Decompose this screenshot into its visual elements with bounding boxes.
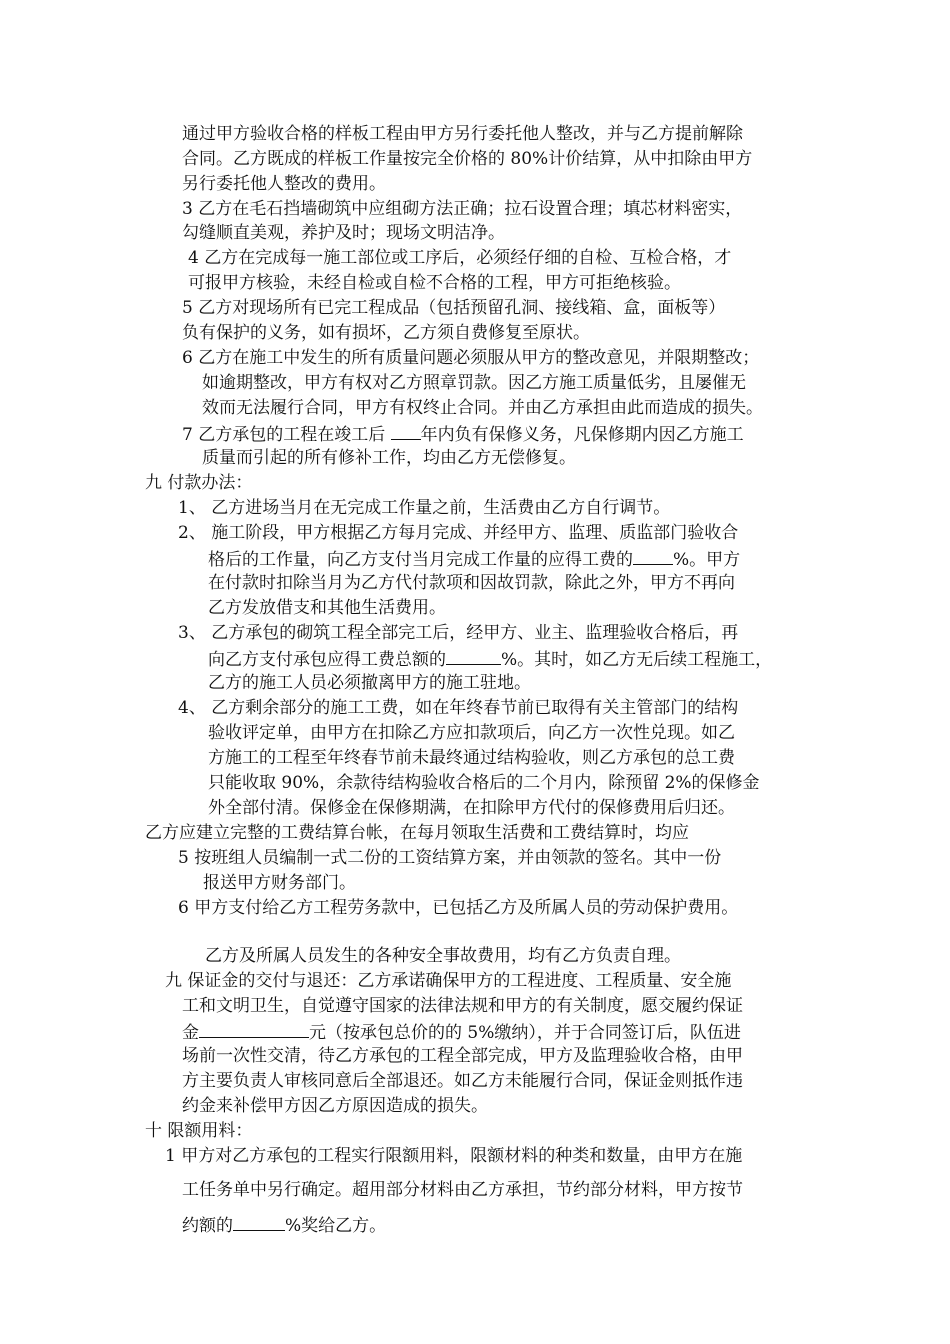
text-line: 3 乙方在毛石挡墙砌筑中应组砌方法正确；拉石设置合理；填芯材料密实， — [182, 199, 743, 219]
blank-underline — [199, 1020, 309, 1038]
text-line: 可报甲方核验，未经自检或自检不合格的工程，甲方可拒绝核验。 — [188, 273, 681, 293]
text-line: 勾缝顺直美观，养护及时；现场文明洁净。 — [182, 223, 505, 243]
text-line: 验收评定单，由甲方在扣除乙方应扣款项后，向乙方一次性兑现。如乙 — [208, 723, 735, 743]
text-line: 1 甲方对乙方承包的工程实行限额用料，限额材料的种类和数量，由甲方在施 — [165, 1146, 743, 1166]
blank-underline — [233, 1213, 285, 1231]
text-line: 方主要负责人审核同意后全部退还。如乙方未能履行合同，保证金则抵作违 — [182, 1071, 743, 1091]
text-line: 只能收取 90%，余款待结构验收合格后的二个月内，除预留 2%的保修金 — [208, 773, 760, 793]
text-line: 另行委托他人整改的费用。 — [182, 174, 386, 194]
text-line: 工和文明卫生，自觉遵守国家的法律法规和甲方的有关制度，愿交履约保证 — [182, 996, 743, 1016]
text-line: 乙方的施工人员必须撤离甲方的施工驻地。 — [208, 673, 531, 693]
text-line: 合同。乙方既成的样板工作量按完全价格的 80%计价结算，从中扣除由甲方 — [182, 149, 753, 169]
text-line: 约金来补偿甲方因乙方原因造成的损失。 — [182, 1096, 488, 1116]
text-line — [208, 647, 772, 671]
text-line: 4 乙方在完成每一施工部位或工序后，必须经仔细的自检、互检合格，才 — [188, 248, 732, 268]
text-line: 乙方及所属人员发生的各种安全事故费用，均有乙方负责自理。 — [205, 946, 681, 966]
text-fragment: %。其时，如乙方无后续工程施工， — [501, 650, 773, 670]
text-fragment: 年内负有保修义务，凡保修期内因乙方施工 — [420, 425, 744, 445]
text-line: 效而无法履行合同，甲方有权终止合同。并由乙方承担由此而造成的损失。 — [202, 398, 763, 418]
text-line: 如逾期整改，甲方有权对乙方照章罚款。因乙方施工质量低劣，且屡催无 — [202, 373, 746, 393]
text-line: 5 乙方对现场所有已完工程成品（包括预留孔洞、接线箱、盒，面板等） — [182, 298, 726, 318]
text-line — [182, 1213, 386, 1237]
text-fragment: %。甲方 — [673, 550, 741, 570]
text-line: 乙方发放借支和其他生活费用。 — [208, 598, 446, 618]
blank-underline — [391, 422, 421, 440]
text-line: 九 保证金的交付与退还：乙方承诺确保甲方的工程进度、工程质量、安全施 — [165, 971, 732, 991]
text-line — [182, 1020, 741, 1044]
text-fragment: 元（按承包总价的的 5%缴纳），并于合同签订后，队伍进 — [309, 1023, 741, 1043]
text-line: 3、 乙方承包的砌筑工程全部完工后，经甲方、业主、监理验收合格后，再 — [178, 623, 739, 643]
text-line: 场前一次性交清，待乙方承包的工程全部完成，甲方及监理验收合格，由甲 — [182, 1046, 743, 1066]
text-line: 外全部付清。保修金在保修期满，在扣除甲方代付的保修费用后归还。 — [208, 798, 735, 818]
text-line: 4、 乙方剩余部分的施工工费，如在年终春节前已取得有关主管部门的结构 — [178, 698, 739, 718]
text-fragment: 金 — [182, 1023, 199, 1043]
blank-underline — [633, 547, 673, 565]
text-line: 乙方应建立完整的工费结算台帐，在每月领取生活费和工费结算时，均应 — [145, 823, 689, 843]
text-line: 报送甲方财务部门。 — [203, 873, 356, 893]
text-line: 负有保护的义务，如有损坏，乙方须自费修复至原状。 — [182, 323, 590, 343]
text-line: 6 甲方支付给乙方工程劳务款中，已包括乙方及所属人员的劳动保护费用。 — [178, 898, 739, 918]
text-line — [182, 422, 744, 446]
text-fragment: 7 乙方承包的工程在竣工后 — [182, 425, 391, 445]
text-line: 通过甲方验收合格的样板工程由甲方另行委托他人整改，并与乙方提前解除 — [182, 124, 743, 144]
text-line: 5 按班组人员编制一式二份的工资结算方案，并由领款的签名。其中一份 — [178, 848, 722, 868]
text-line: 2、 施工阶段，甲方根据乙方每月完成、并经甲方、监理、质监部门验收合 — [178, 523, 739, 543]
text-line: 6 乙方在施工中发生的所有质量问题必须服从甲方的整改意见，并限期整改； — [182, 348, 760, 368]
section-heading: 九 付款办法： — [145, 473, 253, 493]
section-heading: 十 限额用料： — [145, 1121, 253, 1141]
text-line: 质量而引起的所有修补工作，均由乙方无偿修复。 — [202, 448, 576, 468]
text-fragment: 向乙方支付承包应得工费总额的 — [208, 650, 446, 670]
text-fragment: %奖给乙方。 — [285, 1216, 387, 1236]
text-line: 在付款时扣除当月为乙方代付款项和因故罚款，除此之外，甲方不再向 — [208, 573, 735, 593]
text-line: 方施工的工程至年终春节前未最终通过结构验收，则乙方承包的总工费 — [208, 748, 735, 768]
text-fragment: 约额的 — [182, 1216, 233, 1236]
text-fragment: 格后的工作量，向乙方支付当月完成工作量的应得工费的 — [208, 550, 633, 570]
text-line — [208, 547, 740, 571]
blank-underline — [446, 647, 501, 665]
text-line: 工任务单中另行确定。超用部分材料由乙方承担，节约部分材料，甲方按节 — [182, 1180, 743, 1200]
text-line: 1、 乙方进场当月在无完成工作量之前，生活费由乙方自行调节。 — [178, 498, 671, 518]
